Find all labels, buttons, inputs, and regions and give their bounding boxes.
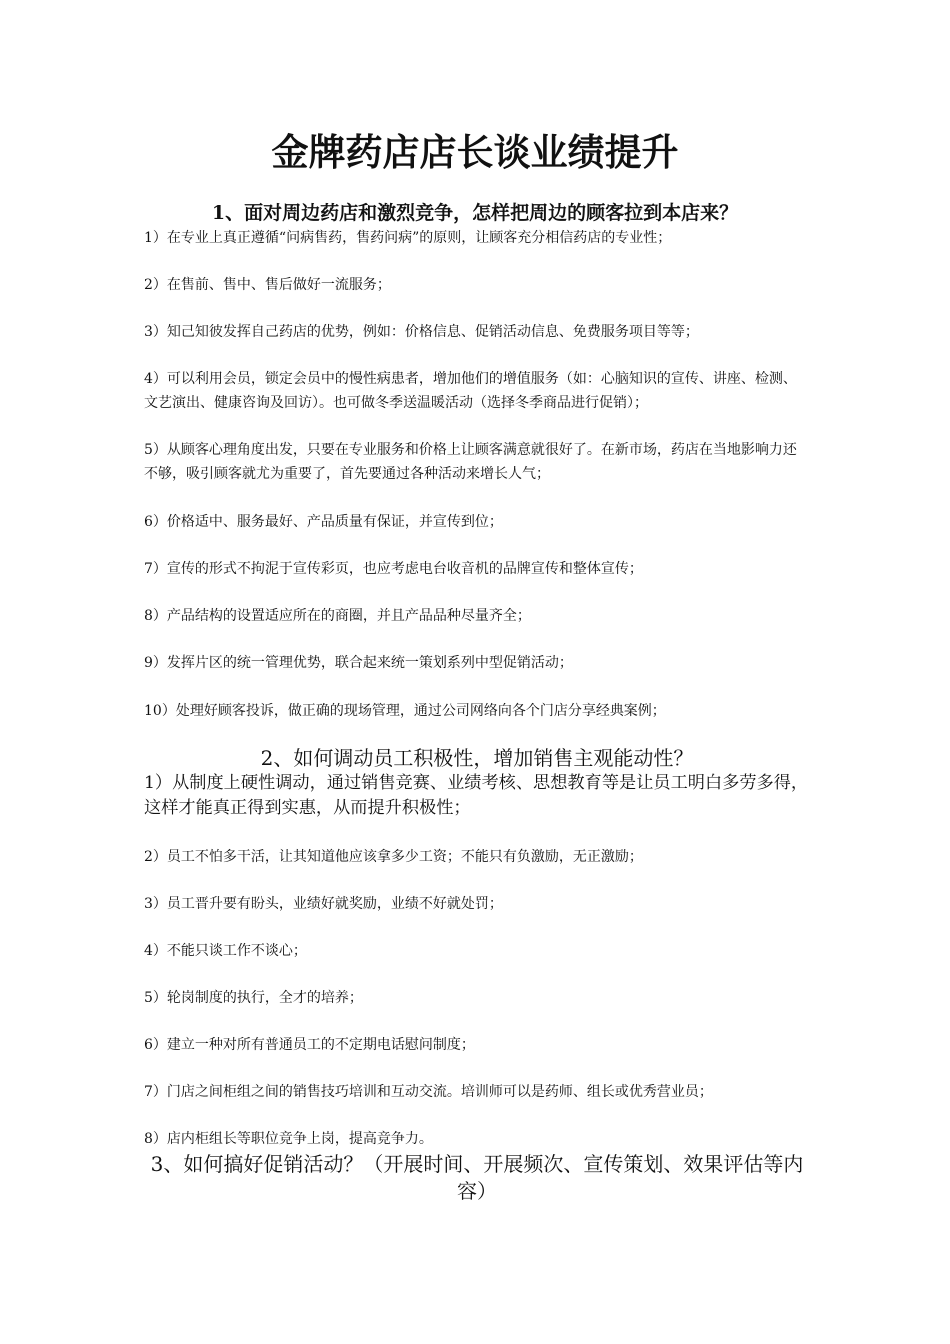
section-1-item-10: 10）处理好顾客投诉，做正确的现场管理，通过公司网络向各个门店分享经典案例；: [144, 703, 666, 719]
section-2-item-4: 4）不能只谈工作不谈心；: [144, 943, 307, 959]
section-1-item-3: 3）知己知彼发挥自己药店的优势，例如：价格信息、促销活动信息、免费服务项目等等；: [144, 324, 699, 340]
section-2-item-6: 6）建立一种对所有普通员工的不定期电话慰问制度；: [144, 1037, 475, 1053]
section-1-item-4: 4）可以利用会员，锁定会员中的慢性病患者，增加他们的增值服务（如：心脑知识的宣传、讲座、检测、文艺演出、健康咨询及回访）。也可做冬季送温暖活动（选择冬季商品进行促销）；: [144, 371, 797, 411]
section-2-item-8: 8）店内柜组长等职位竞争上岗，提高竞争力。: [144, 1131, 433, 1147]
section-3-heading: 3、如何搞好促销活动？（开展时间、开展频次、宣传策划、效果评估等内容）: [150, 1152, 804, 1203]
document-title: 金牌药店店长谈业绩提升: [271, 130, 679, 174]
section-1-item-6: 6）价格适中、服务最好、产品质量有保证，并宣传到位；: [144, 514, 503, 530]
section-2-item-3: 3）员工晋升要有盼头，业绩好就奖励，业绩不好就处罚；: [144, 896, 503, 912]
section-1-item-8: 8）产品结构的设置适应所在的商圈，并且产品品种尽量齐全；: [144, 608, 531, 624]
section-1-item-7: 7）宣传的形式不拘泥于宣传彩页，也应考虑电台收音机的品牌宣传和整体宣传；: [144, 561, 643, 577]
section-2-item-5: 5）轮岗制度的执行，全才的培养；: [144, 990, 363, 1006]
section-1-heading: 1、面对周边药店和激烈竞争，怎样把周边的顾客拉到本店来？: [211, 202, 739, 224]
section-2-heading: 2、如何调动员工积极性，增加销售主观能动性？: [260, 746, 694, 770]
section-1-item-1: 1）在专业上真正遵循“问病售药，售药问病”的原则，让顾客充分相信药店的专业性；: [144, 230, 672, 246]
section-2-item-7: 7）门店之间柜组之间的销售技巧培训和互动交流。培训师可以是药师、组长或优秀营业员；: [144, 1084, 713, 1100]
section-1-item-9: 9）发挥片区的统一管理优势，联合起来统一策划系列中型促销活动；: [144, 655, 573, 671]
section-1-item-2: 2）在售前、售中、售后做好一流服务；: [144, 277, 391, 293]
section-2-item-1: 1）从制度上硬性调动，通过销售竞赛、业绩考核、思想教育等是让员工明白多劳多得，这样才能真正得到实惠，从而提升积极性；: [144, 773, 809, 818]
section-2-item-2: 2）员工不怕多干活，让其知道他应该拿多少工资；不能只有负激励，无正激励；: [144, 849, 643, 865]
section-1-item-5: 5）从顾客心理角度出发，只要在专业服务和价格上让顾客满意就很好了。在新市场，药店在当地影响力还不够，吸引顾客就尤为重要了，首先要通过各种活动来增长人气；: [144, 442, 797, 482]
